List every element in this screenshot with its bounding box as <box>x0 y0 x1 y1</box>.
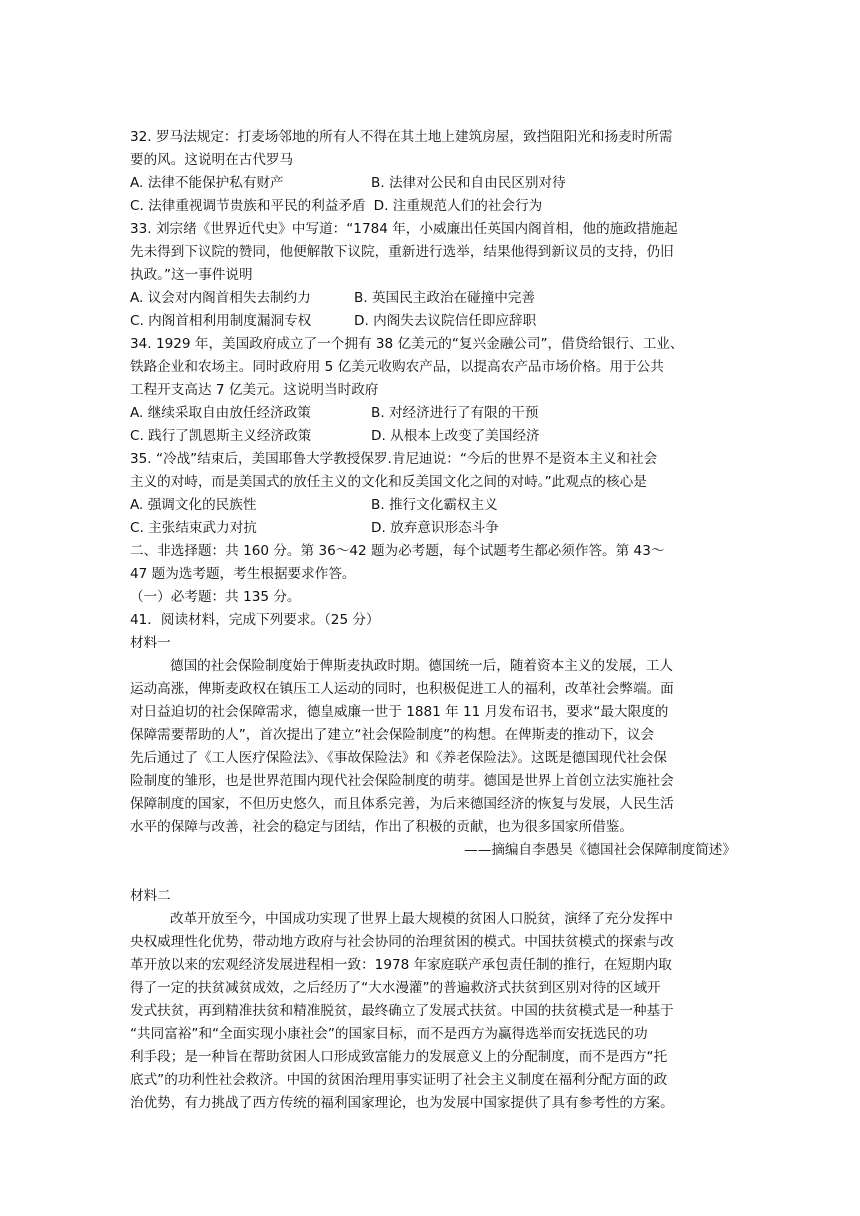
q34-stem-line-3: 工程开支高达 7 亿美元。这说明当时政府 <box>130 382 379 398</box>
q35-option-b: B. 推行文化霸权主义 <box>371 497 498 513</box>
q32-option-b: B. 法律对公民和自由民区别对待 <box>371 175 566 191</box>
material2-line: 改革开放至今，中国成功实现了世界上最大规模的贫困人口脱贫，演绎了充分发挥中 <box>170 911 673 927</box>
q34-options-row-2 <box>130 425 736 448</box>
material2-line: 得了一定的扶贫减贫成效，之后经历了“大水漫灌”的普遍救济式扶贫到区别对待的区域开 <box>130 980 661 996</box>
material2-line: “共同富裕”和“全面实现小康社会”的国家目标，而不是西方为赢得选举而安抚选民的功 <box>130 1026 648 1042</box>
material1-line: 水平的保障与改善，社会的稳定与团结，作出了积极的贡献，也为很多国家所借鉴。 <box>130 819 633 835</box>
q32-stem-line-2: 要的风。这说明在古代罗马 <box>130 152 294 168</box>
q32-options-row-1 <box>130 172 736 195</box>
material1-label: 材料一 <box>130 635 171 651</box>
q34-stem-line-1: 34. 1929 年，美国政府成立了一个拥有 38 亿美元的“复兴金融公司”，借贷给银行、工业、 <box>130 336 684 352</box>
q32-stem-line-1: 32. 罗马法规定：打麦场邻地的所有人不得在其土地上建筑房屋，致挡阻阳光和扬麦时所需 <box>130 129 673 145</box>
q32-option-c: C. 法律重视调节贵族和平民的利益矛盾 <box>130 198 366 214</box>
q34-option-a: A. 继续采取自由放任经济政策 <box>130 405 311 421</box>
material1-line: 对日益迫切的社会保障需求，德皇威廉一世于 1881 年 11 月发布诏书，要求“最大限度的 <box>130 704 669 720</box>
material1-line: 运动高涨，俾斯麦政权在镇压工人运动的同时，也积极促进工人的福利，改革社会弊端。面 <box>130 681 674 697</box>
q34-option-d: D. 从根本上改变了美国经济 <box>371 428 540 444</box>
required-questions-note: （一）必考题：共 135 分。 <box>130 589 301 605</box>
q33-option-c: C. 内阁首相利用制度漏洞专权 <box>130 313 312 329</box>
q34-stem-line-2: 铁路企业和农场主。同时政府用 5 亿美元收购农产品，以提高农产品市场价格。用于公共 <box>130 359 664 375</box>
q32-options-row-2 <box>130 195 736 218</box>
material2-line: 发式扶贫，再到精准扶贫和精准脱贫，最终确立了发展式扶贫。中国的扶贫模式是一种基于 <box>130 1003 674 1019</box>
spacer <box>130 862 736 885</box>
q33-option-a: A. 议会对内阁首相失去制约力 <box>130 290 311 306</box>
q33-option-b: B. 英国民主政治在碰撞中完善 <box>354 290 536 306</box>
material2-line: 底式”的功利性社会救济。中国的贫困治理用事实证明了社会主义制度在福利分配方面的政 <box>130 1072 668 1088</box>
material2-line: 央权威理性化优势，带动地方政府与社会协同的治理贫困的模式。中国扶贫模式的探索与改 <box>130 934 674 950</box>
q35-options-row-1 <box>130 494 736 517</box>
q32-option-a: A. 法律不能保护私有财产 <box>130 175 284 191</box>
material2-line: 革开放以来的宏观经济发展进程相一致：1978 年家庭联产承包责任制的推行，在短期内取 <box>130 957 672 973</box>
material1-line: 保障需要帮助的人”，首次提出了建立“社会保险制度”的构想。在俾斯麦的推动下，议会 <box>130 727 655 743</box>
material1-source: ——摘编自李愚昊《德国社会保障制度简述》 <box>464 842 736 858</box>
material1-line: 德国的社会保险制度始于俾斯麦执政时期。德国统一后，随着资本主义的发展，工人 <box>170 658 673 674</box>
q33-stem-line-2: 先未得到下议院的赞同，他便解散下议院，重新进行选举，结果他得到新议员的支持，仍旧 <box>130 244 674 260</box>
q35-option-a: A. 强调文化的民族性 <box>130 497 257 513</box>
material2-line: 治优势，有力挑战了西方传统的福利国家理论，也为发展中国家提供了具有参考性的方案。 <box>130 1095 674 1111</box>
q34-option-b: B. 对经济进行了有限的干预 <box>371 405 539 421</box>
q35-options-row-2 <box>130 517 736 540</box>
q35-option-c: C. 主张结束武力对抗 <box>130 520 257 536</box>
section2-heading-line-2: 47 题为选考题，考生根据要求作答。 <box>130 566 356 582</box>
material1-line: 保障制度的国家，不但历史悠久，而且体系完善，为后来德国经济的恢复与发展，人民生活 <box>130 796 674 812</box>
q33-option-d: D. 内阁失去议院信任即应辞职 <box>354 313 537 329</box>
q32-option-d: D. 注重规范人们的社会行为 <box>373 198 543 214</box>
q33-stem-line-3: 执政。”这一事件说明 <box>130 267 253 283</box>
q34-option-c: C. 践行了凯恩斯主义经济政策 <box>130 428 312 444</box>
material2-line: 利手段；是一种旨在帮助贫困人口形成致富能力的发展意义上的分配制度，而不是西方“托 <box>130 1049 668 1065</box>
q33-options-row-1 <box>130 287 736 310</box>
q35-stem-line-1: 35. “冷战”结束后，美国耶鲁大学教授保罗.肯尼迪说：“今后的世界不是资本主义和社会 <box>130 451 658 467</box>
q41-instruction: 41．阅读材料，完成下列要求。（25 分） <box>130 612 380 628</box>
section2-heading-line-1: 二、非选择题：共 160 分。第 36～42 题为必考题，每个试题考生都必须作答。第 43～ <box>130 543 665 559</box>
q34-options-row-1 <box>130 402 736 425</box>
material1-line: 险制度的雏形，也是世界范围内现代社会保险制度的萌芽。德国是世界上首创立法实施社会 <box>130 773 674 789</box>
q33-stem-line-1: 33. 刘宗绪《世界近代史》中写道：“1784 年，小威廉出任英国内阁首相，他的施政措施起 <box>130 221 678 237</box>
q35-stem-line-2: 主义的对峙，而是美国式的放任主义的文化和反美国文化之间的对峙。”此观点的核心是 <box>130 474 647 490</box>
material2-label: 材料二 <box>130 888 171 904</box>
q33-options-row-2 <box>130 310 736 333</box>
material1-line: 先后通过了《工人医疗保险法》、《事故保险法》和《养老保险法》。这既是德国现代社会保 <box>130 750 667 766</box>
q35-option-d: D. 放弃意识形态斗争 <box>371 520 499 536</box>
